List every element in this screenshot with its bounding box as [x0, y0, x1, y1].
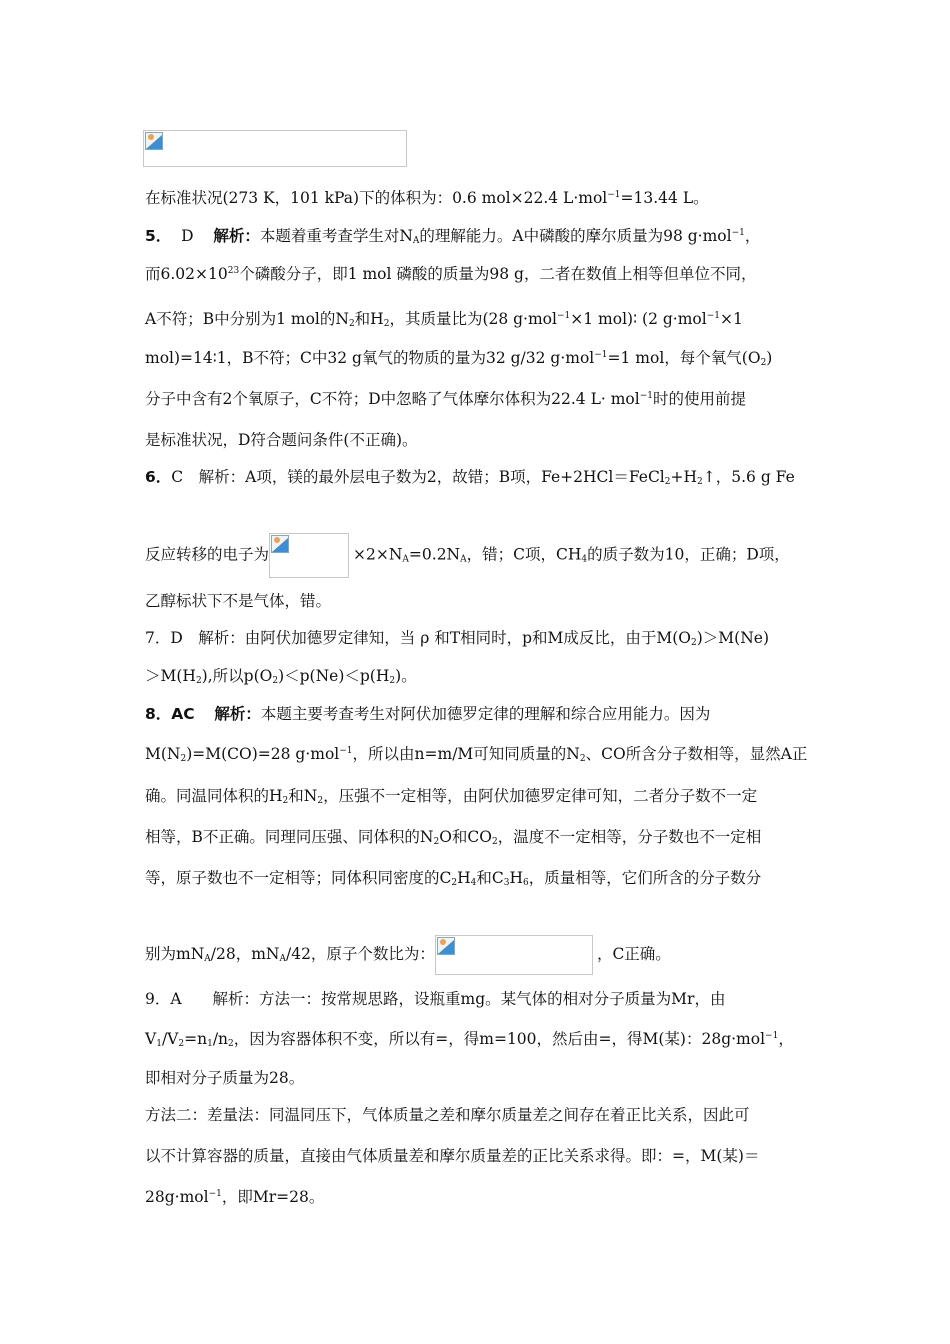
question-8-line-4: 相等，B不正确。同理同压强、同体积的$N_2O$和$CO_2$，温度不一定相等，分子数也不一定相 — [145, 828, 762, 847]
method-2-line-3: 28g·mol$^{-1}$，即Mr=28。 — [145, 1188, 325, 1206]
broken-image-icon — [271, 535, 289, 553]
broken-image-icon — [437, 937, 455, 955]
image-placeholder-top — [143, 130, 407, 167]
question-5-line-4: mol)=14∶1，B不符；C中32 g氧气的物质的量为32 g/32 g·mol$^{-1}$=1 mol，每个氧气$(O_2)$ — [145, 349, 773, 368]
question-9-line-2: $V_1/V_2=n_1/n_2$，因为容器体积不变，所以有=，得m=100，然后由=，得M(某)：28g·mol$^{-1}$， — [145, 1030, 794, 1049]
question-8-line-5: 等，原子数也不一定相等；同体积同密度的$C_2H_4$和$C_3H_6$，质量相等，它们所含的分子数分 — [145, 869, 762, 888]
question-6-line-3: 乙醇标状下不是气体，错。 — [145, 592, 332, 610]
question-8-line-1: 8．AC 解析：本题主要考查考生对阿伏加德罗定律的理解和综合应用能力。因为 — [145, 705, 711, 723]
fraction-image-placeholder — [269, 533, 349, 578]
method-2-line-1: 方法二：差量法：同温同压下，气体质量之差和摩尔质量差之间存在着正比关系，因此可 — [145, 1106, 750, 1124]
question-8-line-3: 确。同温同体积的$H_2$和$N_2$，压强不一定相等，由阿伏加德罗定律可知，二者分子数不一定 — [145, 787, 758, 806]
question-5-line-5: 分子中含有2个氧原子，C不符；D中忽略了气体摩尔体积为22.4 L· mol$^{-1}$时的使用前提 — [145, 390, 747, 408]
question-7-line-1: 7．D 解析：由阿伏加德罗定律知，当 ρ 和T相同时，p和M成反比，由于$M(O_2)>M(Ne)$ — [145, 629, 769, 648]
question-7-line-2: $>M(H_2)$,所以$p(O_2)<p(Ne)<p(H_2)$。 — [145, 667, 417, 686]
broken-image-icon — [145, 132, 163, 150]
question-6-line-1: 6．C 解析：A项，镁的最外层电子数为2，故错；B项，$Fe+2HCl=FeCl_2+H_2↑$，5.6 g Fe — [145, 468, 795, 487]
text-line: 在标准状况(273 K，101 kPa)下的体积为：0.6 mol×22.4 L·mol$^{-1}$=13.44 L。 — [145, 189, 709, 207]
method-2-line-2: 以不计算容器的质量，直接由气体质量差和摩尔质量差的正比关系求得。即：=，M(某)＝ — [145, 1147, 760, 1165]
question-5-line-3: A不符；B中分别为1 mol的$N_2$和$H_2$，其质量比为(28 g·mol$^{-1}$×1 mol)∶ (2 g·mol$^{-1}$×1 — [145, 310, 743, 329]
question-6-line-2: 反应转移的电子为 $\times 2\times N_A=0.2N_A$，错；C项，$CH_4$的质子数为10，正确；D项， — [145, 533, 790, 578]
question-8-line-6: 别为$mN_A/28$，$mN_A/42$，原子个数比为： ，C正确。 — [145, 935, 671, 975]
question-9-line-1: 9．A 解析：方法一：按常规思路，设瓶重mg。某气体的相对分子质量为Mr，由 — [145, 990, 726, 1008]
ratio-image-placeholder — [435, 935, 593, 975]
question-5-line-6: 是标准状况，D符合题问条件(不正确)。 — [145, 431, 418, 449]
question-9-line-3: 即相对分子质量为28。 — [145, 1069, 305, 1087]
question-8-line-2: $M(N_2)=M(CO)=28$ g·mol$^{-1}$，所以由n=m/M可知同质量的$N_2$、CO所含分子数相等，显然A正 — [145, 745, 808, 764]
question-5-line-2: 而$6.02\times 10^{23}$个磷酸分子，即1 mol 磷酸的质量为98 g，二者在数值上相等但单位不同， — [145, 265, 757, 283]
question-5-line-1: 5． D 解析：本题着重考查学生对$N_A$的理解能力。A中磷酸的摩尔质量为98 g·mol$^{-1}$， — [145, 227, 761, 246]
